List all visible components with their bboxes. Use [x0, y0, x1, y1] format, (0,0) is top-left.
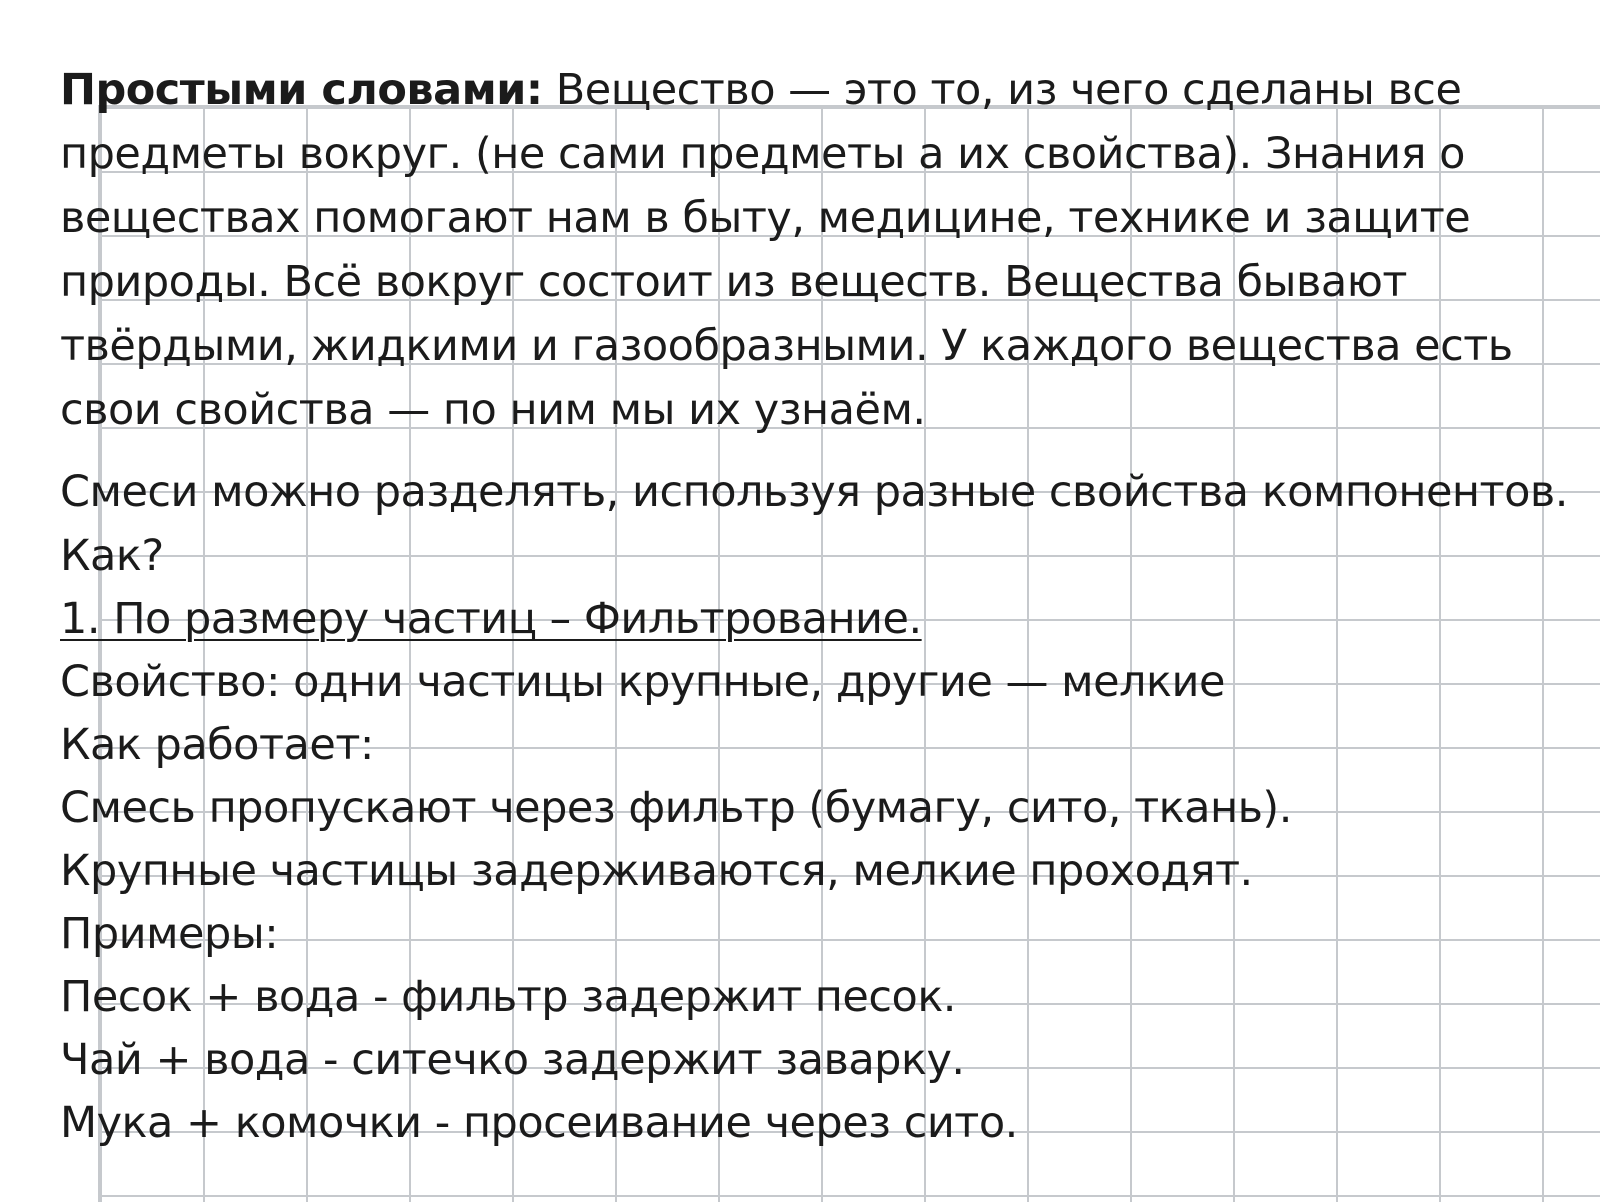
- how-step: Смесь пропускают через фильтр (бумагу, сито, ткань).: [60, 783, 1292, 833]
- how-label: Как работает:: [60, 720, 374, 770]
- method-section: [60, 588, 1570, 1155]
- document-body: [60, 58, 1570, 1155]
- how-step: Крупные частицы задерживаются, мелкие проходят.: [60, 846, 1253, 896]
- example-line: Чай + вода - ситечко задержит заварку.: [60, 1035, 965, 1085]
- mixtures-intro: Смеси можно разделять, используя разные свойства компонентов. Как?: [60, 467, 1568, 581]
- intro-lead: Простыми словами:: [60, 65, 543, 115]
- example-line: Мука + комочки - просеивание через сито.: [60, 1098, 1018, 1148]
- intro-text: Вещество — это то, из чего сделаны все предметы вокруг. (не сами предметы а их свойства). Знания о веществах помогают нам в быту, медицине, технике и защите природы. Всё вокруг состоит из веществ. Вещества бывают твёрдыми, жидкими и газообразными. У каждого вещества есть свои свойства — по ним мы их узнаём.: [60, 65, 1513, 435]
- property-line: Свойство: одни частицы крупные, другие — мелкие: [60, 657, 1225, 707]
- method-title: 1. По размеру частиц – Фильтрование.: [60, 594, 922, 644]
- examples-label: Примеры:: [60, 909, 279, 959]
- example-line: Песок + вода - фильтр задержит песок.: [60, 972, 956, 1022]
- intro-paragraph: [60, 58, 1570, 442]
